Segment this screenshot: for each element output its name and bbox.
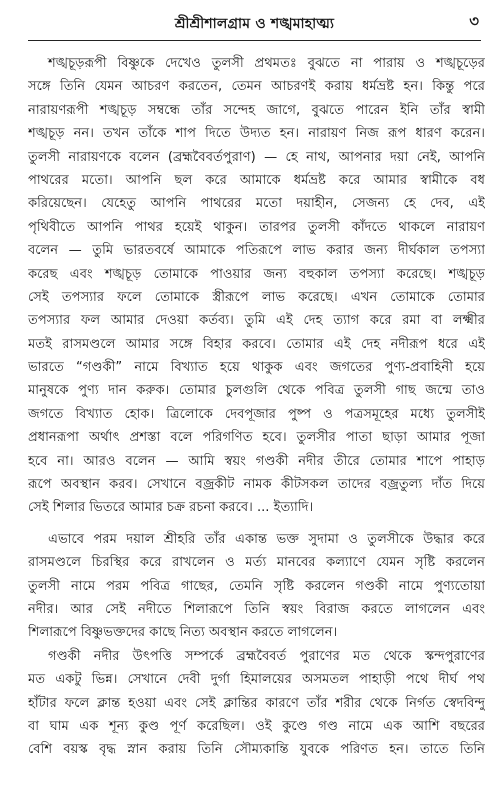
text-line: শঙ্খচূড়রূপী বিষ্ণুকে দেখেও তুলসী প্রথমতঃ বুঝতে না পারায় ও শঙ্খচূড়ের xyxy=(48,56,485,71)
text-line: মত একটু ভিন্ন। সেখানে দেবী দুর্গা হিমালয়ের অসমতল পাহাড়ী পথে দীর্ঘ পথ xyxy=(28,672,485,688)
text-line: মতই রাসমণ্ডলে আমার সঙ্গে বিহার করবে। তোমার এই দেহ নদীরূপ ধরে এই xyxy=(28,336,485,352)
text-line: গণ্ডকী নদীর উৎপত্তি সম্পর্কে ব্রহ্মবৈবর্ত পুরাণের মত থেকে স্কন্দপুরাণের xyxy=(48,648,485,664)
text-line: সেই তপস্যার ফলে তোমাকে স্ত্রীরূপে লাভ করেছে। এখন তোমাকে তোমার xyxy=(28,289,485,305)
text-line: তুলসী নামে পরম পবিত্র গাছের, তেমনি সৃষ্টি করলেন গণ্ডকী নামে পুণ্যতোয়া xyxy=(28,578,485,594)
text-line: রাসমণ্ডলে চিরস্থির করে রাখলেন ও মর্ত্য মানবের কল্যাণে যেমন সৃষ্টি করলেন xyxy=(28,555,485,571)
text-line: মানুষকে পুণ্য দান করুক। তোমার চুলগুলি থেকে পবিত্র তুলসী গাছ জন্মে তাও xyxy=(28,383,485,399)
text-line: তপস্যার ফল আমার দেওয়া কর্তব্য। তুমি এই দেহ ত্যাগ করে রমা বা লক্ষ্মীর xyxy=(28,313,485,329)
paragraph-3 xyxy=(28,645,485,762)
text-line: পৃথিবীতে আপনি পাথর হয়েই থাকুন। তারপর তুলসী কাঁদতে থাকলে নারায়ণ xyxy=(28,219,485,235)
text-line: ভারতে “গণ্ডকী” নামে বিখ্যাত হয়ে থাকুক এবং জগতের পুণ্য-প্রবাহিনী হয়ে xyxy=(28,360,485,376)
text-line: হাঁটার ফলে ক্লান্ত হওয়া এবং সেই ক্লান্তির কারণে তাঁর শরীর থেকে নির্গত স্বেদবিন্দু xyxy=(28,695,485,711)
page-header xyxy=(28,0,481,41)
text-line: নদীর। আর সেই নদীতে শিলারূপে তিনি স্বয়ং বিরাজ করতে লাগলেন এবং xyxy=(28,601,485,617)
paragraph-1 xyxy=(28,52,485,520)
text-line: বা ঘাম এক শূন্য কুণ্ড পূর্ণ করেছিল। ওই কুণ্ডে গণ্ড নামে এক আশি বছরের xyxy=(28,718,485,734)
text-line: হবে না। আরও বলেন — আমি স্বয়ং গণ্ডকী নদীর তীরে তোমার শাপে পাহাড় xyxy=(28,453,485,469)
text-line: নারায়ণরূপী শঙ্খচূড় সম্বন্ধে তাঁর সন্দেহ জাগে, বুঝতে পারেন ইনি তাঁর স্বামী xyxy=(28,102,485,118)
text-line: তুলসী নারায়ণকে বলেন (ব্রহ্মবৈবর্তপুরাণ) — হে নাথ, আপনার দয়া নেই, আপনি xyxy=(28,149,485,165)
page-body xyxy=(28,52,485,762)
text-line: শিলারূপে বিষ্ণুভক্তদের কাছে নিত্য অবস্থান করতে লাগলেন। xyxy=(28,625,338,641)
text-line: প্রধানরূপা অর্থাৎ প্রশস্তা বলে পরিগণিত হবে। তুলসীর পাতা ছাড়া আমার পূজা xyxy=(28,430,485,446)
page-number: ৩ xyxy=(469,12,479,30)
text-line: পাথরের মতো। আপনি ছল করে আমাকে ধর্মভ্রষ্ট করে আমার স্বামীকে বধ xyxy=(28,172,485,188)
text-line: রূপে অবস্থান করব। সেখানে বজ্রকীট নামক কীটসকল তাদের বজ্রতুল্য দাঁত দিয়ে xyxy=(28,477,485,493)
running-title: শ্রীশ্রীশালগ্রাম ও শঙ্খমাহাত্ম্য xyxy=(174,16,335,32)
text-line: সঙ্গে তিনি যেমন আচরণ করতেন, তেমন আচরণই করায় ধর্মভ্রষ্ট হন। কিন্তু পরে xyxy=(28,79,485,95)
text-line: জগতে বিখ্যাত হোক। ত্রিলোকে দেবপূজার পুষ্প ও পত্রসমূহের মধ্যে তুলসীই xyxy=(28,406,485,422)
paragraph-2 xyxy=(28,528,485,645)
text-line: সেই শিলার ভিতরে আমার চক্র রচনা করবে। ... ইত্যাদি। xyxy=(28,500,314,516)
text-line: বলেন — তুমি ভারতবর্ষে আমাকে পতিরূপে লাভ করার জন্য দীর্ঘকাল তপস্যা xyxy=(28,243,485,259)
text-line: শঙ্খচূড় নন। তখন তাঁকে শাপ দিতে উদ্যত হন। নারায়ণ নিজ রূপ ধারণ করেন। xyxy=(28,126,485,142)
text-line: করিয়েছেন। যেহেতু আপনি পাথরের মতো দয়াহীন, সেজন্য হে দেব, এই xyxy=(28,196,485,212)
text-line: বেশি বয়স্ক বৃদ্ধ স্নান করায় তিনি সৌম্যকান্তি যুবকে পরিণত হন। তাতে তিনি xyxy=(28,742,485,758)
text-line: এভাবে পরম দয়াল শ্রীহরি তাঁর একান্ত ভক্ত সুদামা ও তুলসীকে উদ্ধার করে xyxy=(48,531,485,547)
text-line: করেছ এবং শঙ্খচূড় তোমাকে পাওয়ার জন্য বহুকাল তপস্যা করেছে। শঙ্খচূড় xyxy=(28,266,485,282)
